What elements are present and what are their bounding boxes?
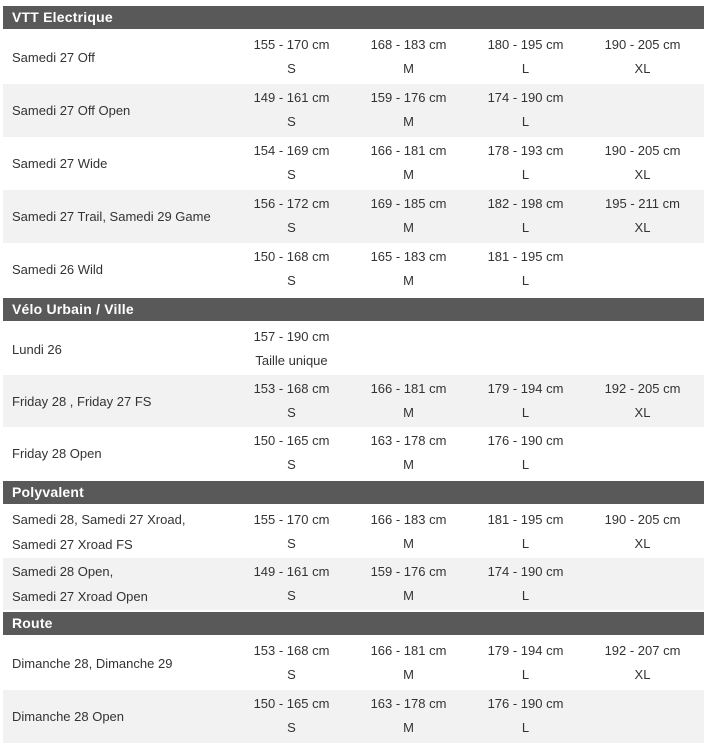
size-cell <box>233 690 350 743</box>
height-range: 149 - 161 cm <box>253 90 330 105</box>
model-name: Samedi 27 Xroad Open <box>12 589 148 604</box>
model-name-cell <box>3 137 233 190</box>
height-range: 149 - 161 cm <box>253 564 330 579</box>
size-cell <box>350 84 467 137</box>
size-label: M <box>403 114 414 129</box>
size-label: L <box>521 588 530 603</box>
size-label: L <box>521 61 530 76</box>
size-cell <box>350 190 467 243</box>
size-label: XL <box>634 167 651 182</box>
section <box>3 610 704 743</box>
model-name: Lundi 26 <box>12 341 62 357</box>
size-cell <box>584 137 701 190</box>
height-range: 169 - 185 cm <box>370 196 447 211</box>
height-range: 190 - 205 cm <box>604 37 681 52</box>
size-cell <box>467 637 584 690</box>
size-label: M <box>403 220 414 235</box>
height-range: 181 - 195 cm <box>487 512 564 527</box>
bike-size-chart <box>3 4 704 743</box>
height-range: 154 - 169 cm <box>253 143 330 158</box>
size-cell <box>584 637 701 690</box>
size-label: M <box>403 61 414 76</box>
size-cell <box>350 637 467 690</box>
size-cell <box>233 243 350 296</box>
table-row <box>3 323 704 375</box>
model-name: Samedi 28 Open, <box>12 564 114 579</box>
height-range: 150 - 165 cm <box>253 433 330 448</box>
model-name: Friday 28 Open <box>12 445 102 461</box>
height-range: 181 - 195 cm <box>487 249 564 264</box>
size-cell <box>467 243 584 296</box>
size-cell <box>467 690 584 743</box>
model-name-cell <box>3 31 233 84</box>
model-name-cell <box>3 243 233 296</box>
size-label: S <box>287 167 296 182</box>
size-cell <box>233 558 350 610</box>
size-label: L <box>521 273 530 288</box>
model-name-cell <box>3 323 233 375</box>
section-title: Polyvalent <box>3 481 704 504</box>
section-header <box>3 4 704 31</box>
height-range: 176 - 190 cm <box>487 433 564 448</box>
height-range: 155 - 170 cm <box>253 37 330 52</box>
height-range: 168 - 183 cm <box>370 37 447 52</box>
size-label: S <box>287 405 296 420</box>
size-label: XL <box>634 61 651 76</box>
height-range: 192 - 207 cm <box>604 643 681 658</box>
height-range: 174 - 190 cm <box>487 90 564 105</box>
model-name-cell <box>3 84 233 137</box>
size-cell-empty <box>584 427 701 479</box>
size-cell <box>233 84 350 137</box>
size-cell-empty <box>584 690 701 743</box>
size-cell <box>233 323 350 375</box>
size-label: S <box>287 273 296 288</box>
size-cell <box>350 375 467 427</box>
model-name: Dimanche 28 Open <box>12 709 125 724</box>
height-range: 174 - 190 cm <box>487 564 564 579</box>
size-cell <box>350 558 467 610</box>
section <box>3 479 704 610</box>
size-label: S <box>287 536 296 551</box>
size-label: S <box>287 114 296 129</box>
size-cell <box>467 558 584 610</box>
size-label: L <box>521 114 530 129</box>
size-label: M <box>403 273 414 288</box>
height-range: 159 - 176 cm <box>370 90 447 105</box>
table-row <box>3 506 704 558</box>
size-label: L <box>521 667 530 682</box>
model-name: Samedi 27 Off <box>12 50 95 65</box>
section <box>3 4 704 296</box>
size-cell <box>350 690 467 743</box>
model-name: Dimanche 28, Dimanche 29 <box>12 656 173 671</box>
size-cell <box>467 190 584 243</box>
table-row <box>3 637 704 690</box>
size-label: S <box>287 457 296 472</box>
table-row <box>3 243 704 296</box>
model-name: Friday 28 , Friday 27 FS <box>12 393 152 409</box>
height-range: 180 - 195 cm <box>487 37 564 52</box>
size-label: M <box>403 457 414 472</box>
size-label: M <box>403 405 414 420</box>
height-range: 166 - 181 cm <box>370 381 447 396</box>
size-label: S <box>287 220 296 235</box>
size-label: S <box>287 720 296 735</box>
height-range: 178 - 193 cm <box>487 143 564 158</box>
model-name: Samedi 27 Xroad FS <box>12 537 133 552</box>
size-cell-empty <box>584 243 701 296</box>
size-cell <box>584 190 701 243</box>
model-name-cell <box>3 375 233 427</box>
size-label: XL <box>634 667 651 682</box>
height-range: 159 - 176 cm <box>370 564 447 579</box>
size-label: M <box>403 536 414 551</box>
model-name-cell <box>3 190 233 243</box>
size-cell <box>350 427 467 479</box>
size-label: L <box>521 536 530 551</box>
height-range: 179 - 194 cm <box>487 381 564 396</box>
section-header <box>3 479 704 506</box>
height-range: 179 - 194 cm <box>487 643 564 658</box>
size-cell <box>233 31 350 84</box>
size-cell <box>350 506 467 558</box>
size-label: L <box>521 220 530 235</box>
section <box>3 296 704 479</box>
size-cell <box>584 31 701 84</box>
section-header <box>3 296 704 323</box>
height-range: 176 - 190 cm <box>487 696 564 711</box>
size-cell-empty <box>467 323 584 375</box>
model-name: Samedi 27 Trail, Samedi 29 Game <box>12 209 211 224</box>
size-cell <box>467 427 584 479</box>
size-cell <box>233 137 350 190</box>
height-range: 150 - 165 cm <box>253 696 330 711</box>
size-cell <box>233 506 350 558</box>
size-cell <box>467 137 584 190</box>
section-title: Route <box>3 612 704 635</box>
model-name-cell <box>3 690 233 743</box>
height-range: 192 - 205 cm <box>604 381 681 396</box>
size-label: L <box>521 167 530 182</box>
size-label: M <box>403 588 414 603</box>
size-label: S <box>287 61 296 76</box>
height-range: 156 - 172 cm <box>253 196 330 211</box>
model-name: Samedi 26 Wild <box>12 262 104 277</box>
size-label: Taille unique <box>255 353 328 368</box>
size-label: XL <box>634 220 651 235</box>
table-row <box>3 84 704 137</box>
height-range: 195 - 211 cm <box>605 196 680 211</box>
size-cell <box>350 137 467 190</box>
height-range: 165 - 183 cm <box>370 249 447 264</box>
size-label: L <box>521 457 530 472</box>
size-label: XL <box>634 536 651 551</box>
table-row <box>3 375 704 427</box>
size-cell <box>467 506 584 558</box>
model-name-cell <box>3 637 233 690</box>
size-label: L <box>521 720 530 735</box>
size-cell <box>350 31 467 84</box>
size-cell-empty <box>584 84 701 137</box>
height-range: 163 - 178 cm <box>370 433 447 448</box>
size-label: XL <box>634 405 651 420</box>
size-label: L <box>521 405 530 420</box>
size-cell-empty <box>584 323 701 375</box>
table-row <box>3 190 704 243</box>
size-cell <box>233 375 350 427</box>
height-range: 163 - 178 cm <box>370 696 447 711</box>
height-range: 153 - 168 cm <box>253 643 330 658</box>
height-range: 166 - 181 cm <box>370 143 447 158</box>
size-label: M <box>403 720 414 735</box>
size-cell-empty <box>350 323 467 375</box>
height-range: 166 - 181 cm <box>370 643 447 658</box>
size-cell <box>233 427 350 479</box>
height-range: 190 - 205 cm <box>604 143 681 158</box>
size-label: M <box>403 167 414 182</box>
table-row <box>3 690 704 743</box>
size-cell <box>467 31 584 84</box>
section-title: VTT Electrique <box>3 6 704 29</box>
size-cell <box>350 243 467 296</box>
table-row <box>3 558 704 610</box>
model-name-cell <box>3 558 233 610</box>
height-range: 157 - 190 cm <box>253 329 330 344</box>
size-cell <box>233 190 350 243</box>
model-name: Samedi 27 Off Open <box>12 103 131 118</box>
model-name-cell <box>3 506 233 558</box>
size-label: S <box>287 588 296 603</box>
model-name: Samedi 28, Samedi 27 Xroad, <box>12 512 186 527</box>
section-header <box>3 610 704 637</box>
section-title: Vélo Urbain / Ville <box>3 298 704 321</box>
size-cell <box>584 375 701 427</box>
height-range: 155 - 170 cm <box>253 512 330 527</box>
height-range: 153 - 168 cm <box>253 381 330 396</box>
table-row <box>3 427 704 479</box>
size-cell <box>584 506 701 558</box>
height-range: 190 - 205 cm <box>604 512 681 527</box>
size-label: S <box>287 667 296 682</box>
height-range: 182 - 198 cm <box>487 196 564 211</box>
size-cell <box>233 637 350 690</box>
size-cell <box>467 84 584 137</box>
table-row <box>3 31 704 84</box>
size-label: M <box>403 667 414 682</box>
height-range: 150 - 168 cm <box>253 249 330 264</box>
table-row <box>3 137 704 190</box>
model-name-cell <box>3 427 233 479</box>
size-cell-empty <box>584 558 701 610</box>
model-name: Samedi 27 Wide <box>12 156 108 171</box>
size-cell <box>467 375 584 427</box>
height-range: 166 - 183 cm <box>370 512 447 527</box>
